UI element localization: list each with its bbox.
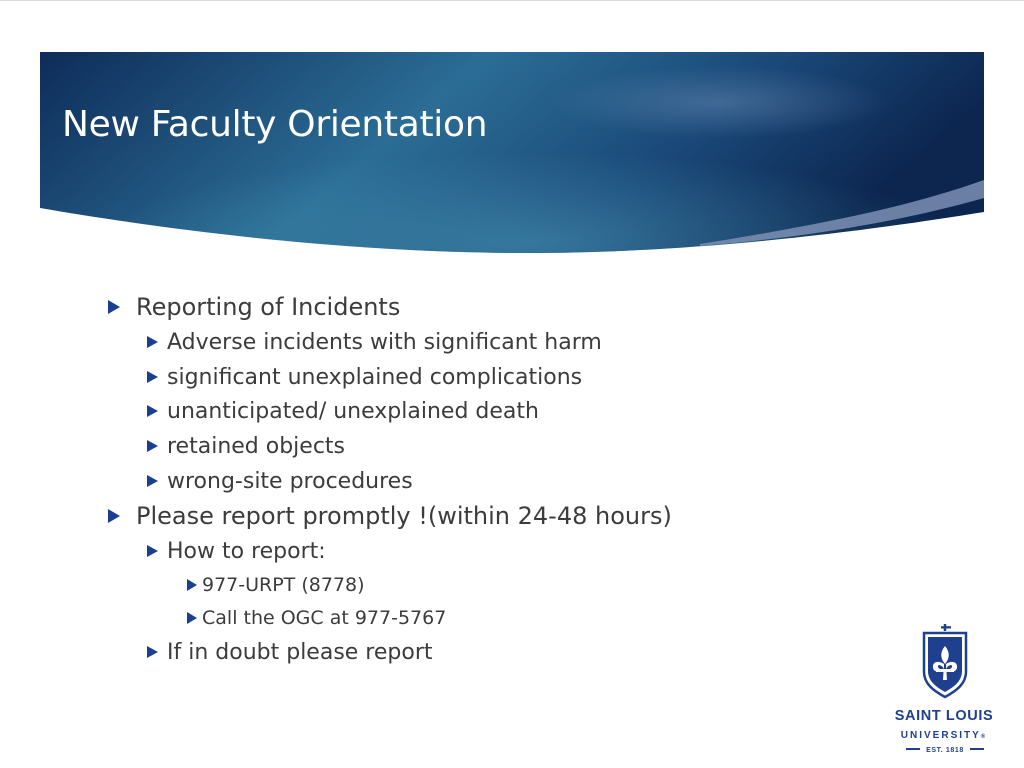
bullet-item — [108, 293, 400, 321]
bullet-text: Please report promptly !(within 24-48 hours) — [136, 502, 672, 530]
triangle-bullet-icon — [147, 405, 158, 417]
triangle-bullet-icon — [108, 300, 120, 314]
bullet-text: Call the OGC at 977-5767 — [202, 607, 447, 629]
bullet-item — [108, 502, 672, 530]
shield-crest-icon — [924, 624, 966, 697]
bullet-text: wrong-site procedures — [167, 468, 413, 494]
triangle-bullet-icon — [147, 371, 158, 383]
logo-text-saint-louis: SAINT LOUIS — [894, 708, 994, 724]
logo-text-university: UNIVERSITY® — [900, 730, 988, 741]
triangle-bullet-icon — [147, 336, 158, 348]
triangle-bullet-icon — [147, 440, 158, 452]
bullet-item — [147, 398, 539, 424]
triangle-bullet-icon — [147, 545, 158, 557]
triangle-bullet-icon — [147, 475, 158, 487]
bullet-item — [187, 573, 365, 597]
bullet-item — [147, 364, 582, 390]
logo-text-established: EST. 1818 — [926, 747, 964, 754]
bullet-text: If in doubt please report — [167, 639, 433, 665]
bullet-text: 977-URPT (8778) — [202, 574, 365, 596]
triangle-bullet-icon — [187, 579, 197, 591]
bullet-item — [147, 468, 413, 494]
bullet-item — [147, 639, 433, 665]
saint-louis-university-logo — [880, 622, 1010, 762]
triangle-bullet-icon — [187, 612, 197, 624]
bullet-item — [147, 433, 345, 459]
bullet-item — [187, 606, 446, 630]
slide-title: New Faculty Orientation — [62, 104, 488, 145]
bullet-item — [147, 538, 326, 564]
triangle-bullet-icon — [147, 646, 158, 658]
bullet-text: significant unexplained complications — [167, 364, 583, 390]
bullet-text: Adverse incidents with significant harm — [167, 329, 602, 355]
bullet-item — [147, 329, 602, 355]
bullet-text: unanticipated/ unexplained death — [167, 398, 539, 424]
triangle-bullet-icon — [108, 509, 120, 523]
bullet-text: Reporting of Incidents — [136, 293, 401, 321]
bullet-text: retained objects — [167, 433, 346, 459]
bullet-text: How to report: — [167, 538, 326, 564]
